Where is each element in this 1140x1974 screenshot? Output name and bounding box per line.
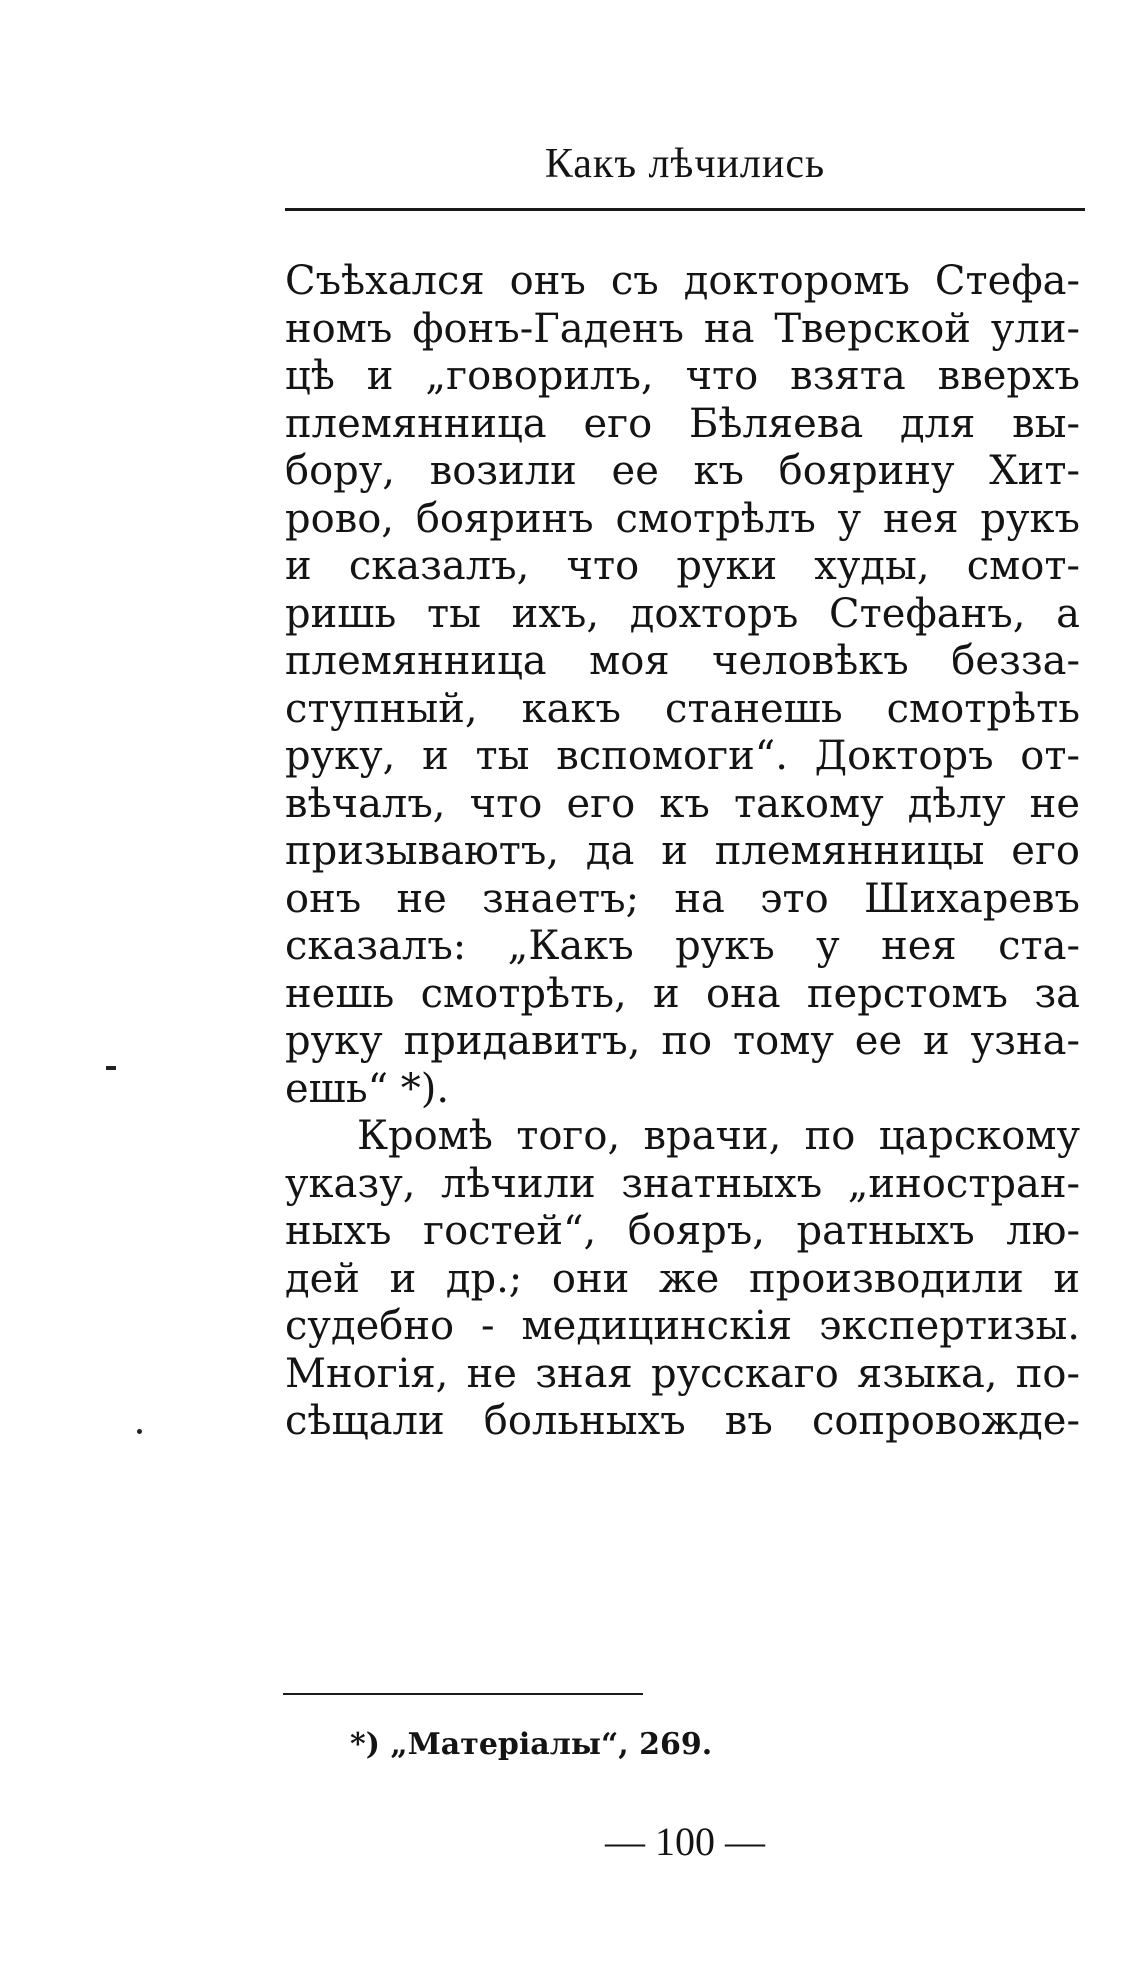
text-line: призываютъ, да и племянницы его bbox=[285, 828, 1080, 874]
text-line: судебно - медицинскія экспертизы. bbox=[285, 1303, 1080, 1349]
running-title: Какъ лѣчились bbox=[544, 141, 826, 187]
text-line: онъ не знаетъ; на это Шихаревъ bbox=[285, 875, 1080, 922]
margin-speck bbox=[106, 1066, 116, 1070]
text-line: Кромѣ того, врачи, по царскому bbox=[357, 1113, 1080, 1159]
page-number: — 100 — bbox=[605, 1819, 765, 1864]
text-line: ныхъ гостей“, бояръ, ратныхъ лю- bbox=[285, 1208, 1080, 1254]
text-line: дей и др.; они же производили и bbox=[285, 1255, 1080, 1302]
margin-speck bbox=[137, 1429, 142, 1434]
body-text bbox=[285, 258, 1080, 1446]
text-line: вѣчалъ, что его къ такому дѣлу не bbox=[285, 780, 1080, 827]
text-line: Съѣхался онъ съ докторомъ Стефа- bbox=[285, 258, 1080, 304]
text-line: племянница моя человѣкъ безза- bbox=[285, 638, 1080, 684]
text-line: ступный, какъ станешь смотрѣть bbox=[285, 685, 1080, 732]
text-line: Многія, не зная русскаго языка, по- bbox=[285, 1350, 1080, 1397]
text-line: номъ фонъ-Гаденъ на Тверской ули- bbox=[285, 305, 1080, 352]
text-line: бору, возили ее къ боярину Хит- bbox=[285, 448, 1080, 494]
text-line: сѣщали больныхъ въ сопровожде- bbox=[285, 1398, 1080, 1444]
text-line: руку придавитъ, по тому ее и узна- bbox=[285, 1018, 1080, 1064]
footnote-rule bbox=[283, 1693, 643, 1695]
text-line: и сказалъ, что руки худы, смот- bbox=[285, 543, 1080, 589]
text-line: нешь смотрѣть, и она перстомъ за bbox=[285, 970, 1080, 1017]
header-rule bbox=[285, 208, 1085, 211]
text-line: рово, бояринъ смотрѣлъ у нея рукъ bbox=[285, 495, 1080, 542]
text-line: цѣ и „говорилъ, что взята вверхъ bbox=[285, 353, 1080, 399]
text-line: сказалъ: „Какъ рукъ у нея ста- bbox=[285, 923, 1080, 969]
text-line: племянница его Бѣляева для вы- bbox=[285, 400, 1080, 447]
footnote: *) „Матеріалы“, 269. bbox=[350, 1727, 713, 1762]
text-line: указу, лѣчили знатныхъ „иностран- bbox=[285, 1160, 1080, 1207]
text-line: руку, и ты вспомоги“. Докторъ от- bbox=[285, 733, 1080, 779]
text-line: ешь“ *). bbox=[285, 1065, 450, 1112]
text-line: ришь ты ихъ, дохторъ Стефанъ, а bbox=[285, 590, 1080, 637]
